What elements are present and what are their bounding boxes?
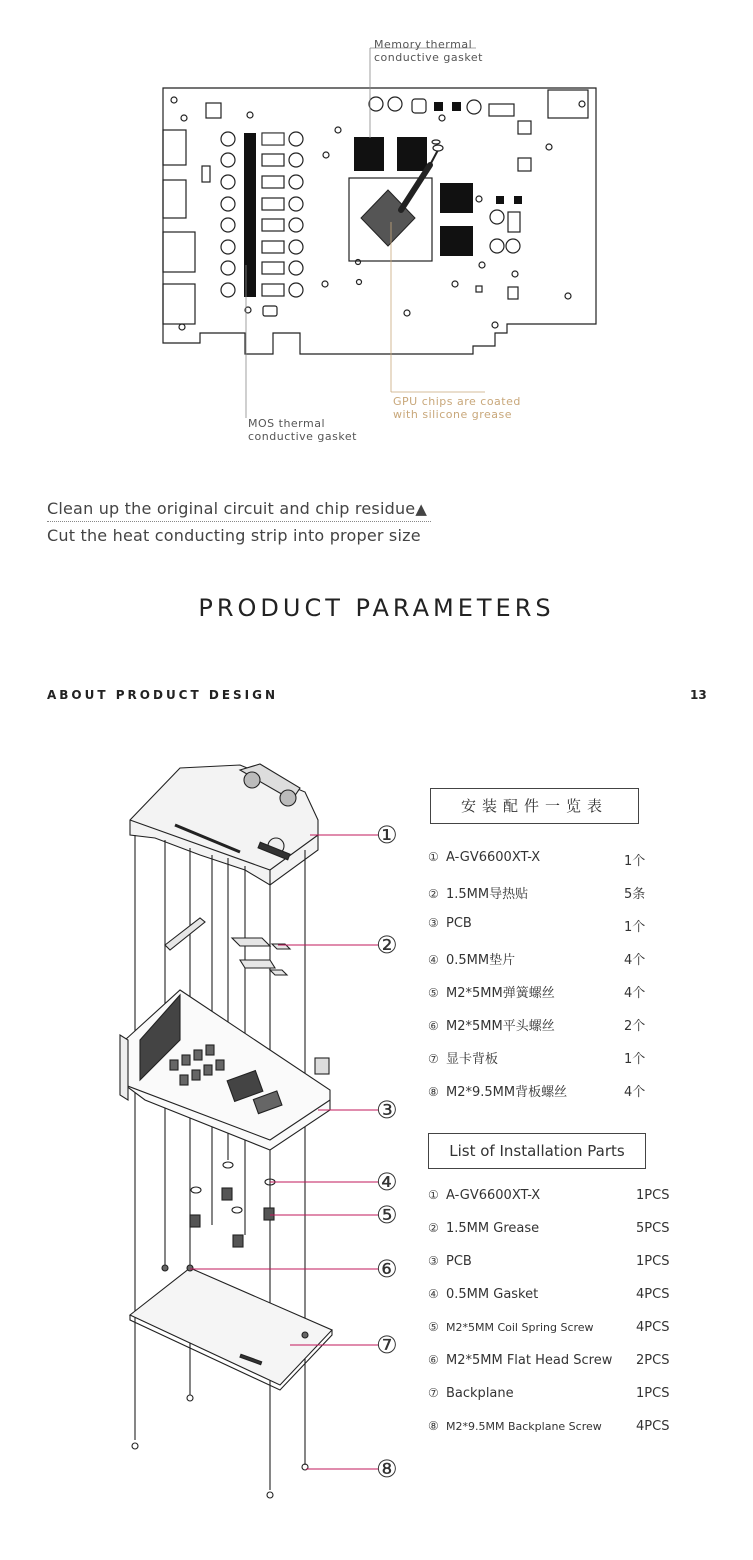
en-row-qty: 4PCS — [636, 1419, 670, 1434]
cn-row-num: ② — [428, 887, 439, 901]
memory-label-line2: conductive gasket — [374, 51, 483, 64]
callout-7: ⑦ — [376, 1331, 398, 1359]
instruction-cut: Cut the heat conducting strip into proper size — [47, 526, 421, 545]
en-row-1 — [428, 1188, 670, 1203]
section-heading: ABOUT PRODUCT DESIGN — [47, 688, 279, 702]
cn-row-name: 1.5MM导热贴 — [446, 887, 529, 902]
en-row-name: A-GV6600XT-X — [446, 1188, 541, 1203]
cn-row-qty: 1个 — [624, 920, 646, 935]
callout-6: ⑥ — [376, 1255, 398, 1283]
cn-row-name: M2*5MM平头螺丝 — [446, 1019, 555, 1034]
cn-row-6 — [428, 1015, 646, 1034]
cn-row-num: ① — [428, 850, 439, 864]
en-row-3 — [428, 1254, 670, 1269]
cn-row-qty: 4个 — [624, 953, 646, 968]
memory-label-line1: Memory thermal — [374, 38, 473, 51]
mos-label-line2: conductive gasket — [248, 430, 357, 443]
gpu-label-line2: with silicone grease — [393, 408, 513, 421]
callout-2: ② — [376, 931, 398, 959]
cn-row-num: ⑦ — [428, 1052, 439, 1066]
gpu-label-line1: GPU chips are coated — [393, 395, 521, 408]
en-row-num: ⑤ — [428, 1320, 439, 1334]
en-row-8 — [428, 1419, 670, 1434]
instruction-clean-text: Clean up the original circuit and chip residue — [47, 499, 416, 518]
en-row-num: ② — [428, 1221, 439, 1235]
cn-row-qty: 5条 — [624, 887, 646, 902]
page-title: PRODUCT PARAMETERS — [198, 594, 555, 622]
cn-row-2 — [428, 883, 646, 902]
en-row-num: ⑥ — [428, 1353, 439, 1367]
cn-row-num: ④ — [428, 953, 439, 967]
cn-row-qty: 1个 — [624, 1052, 646, 1067]
callout-5: ⑤ — [376, 1201, 398, 1229]
cn-row-4 — [428, 949, 646, 968]
en-row-2 — [428, 1221, 670, 1236]
cn-row-qty: 2个 — [624, 1019, 646, 1034]
en-row-7 — [428, 1386, 670, 1401]
mos-label-line1: MOS thermal — [248, 417, 326, 430]
cn-row-3 — [428, 916, 646, 935]
en-row-qty: 4PCS — [636, 1287, 670, 1302]
cn-row-qty: 4个 — [624, 986, 646, 1001]
en-row-num: ① — [428, 1188, 439, 1202]
cn-row-7 — [428, 1048, 646, 1067]
cn-table-title: 安装配件一览表 — [430, 788, 639, 824]
en-row-name: M2*5MM Coil Spring Screw — [446, 1321, 594, 1334]
en-row-name: PCB — [446, 1254, 472, 1269]
en-row-name: M2*9.5MM Backplane Screw — [446, 1420, 602, 1433]
cn-row-name: 显卡背板 — [446, 1052, 499, 1067]
callout-3: ③ — [376, 1096, 398, 1124]
cn-row-8 — [428, 1081, 646, 1100]
callout-4: ④ — [376, 1168, 398, 1196]
en-row-5 — [428, 1320, 670, 1335]
en-row-qty: 2PCS — [636, 1353, 670, 1368]
en-row-name: M2*5MM Flat Head Screw — [446, 1353, 613, 1368]
en-row-qty: 5PCS — [636, 1221, 670, 1236]
page-number: 13 — [690, 688, 707, 702]
callout-8: ⑧ — [376, 1455, 398, 1483]
en-row-name: 1.5MM Grease — [446, 1221, 540, 1236]
en-row-name: 0.5MM Gasket — [446, 1287, 539, 1302]
en-row-6 — [428, 1353, 670, 1368]
cn-row-name: A-GV6600XT-X — [446, 850, 541, 865]
cn-row-name: M2*5MM弹簧螺丝 — [446, 986, 555, 1001]
en-row-qty: 1PCS — [636, 1386, 670, 1401]
cn-row-num: ⑤ — [428, 986, 439, 1000]
cn-row-name: 0.5MM垫片 — [446, 953, 516, 968]
en-row-4 — [428, 1287, 670, 1302]
cn-row-num: ⑥ — [428, 1019, 439, 1033]
en-row-num: ③ — [428, 1254, 439, 1268]
cn-row-name: PCB — [446, 916, 472, 931]
cn-row-1 — [428, 850, 646, 869]
cn-row-5 — [428, 982, 646, 1001]
cn-row-qty: 4个 — [624, 1085, 646, 1100]
callout-1: ① — [376, 821, 398, 849]
en-row-qty: 1PCS — [636, 1254, 670, 1269]
cn-row-num: ③ — [428, 916, 439, 930]
cn-row-qty: 1个 — [624, 854, 646, 869]
en-row-name: Backplane — [446, 1386, 514, 1401]
en-row-qty: 4PCS — [636, 1320, 670, 1335]
en-row-num: ④ — [428, 1287, 439, 1301]
triangle-up-icon: ▲ — [415, 500, 428, 518]
cn-row-num: ⑧ — [428, 1085, 439, 1099]
cn-row-name: M2*9.5MM背板螺丝 — [446, 1085, 568, 1100]
en-row-num: ⑧ — [428, 1419, 439, 1433]
en-row-num: ⑦ — [428, 1386, 439, 1400]
en-table-title: List of Installation Parts — [428, 1133, 646, 1169]
en-row-qty: 1PCS — [636, 1188, 670, 1203]
